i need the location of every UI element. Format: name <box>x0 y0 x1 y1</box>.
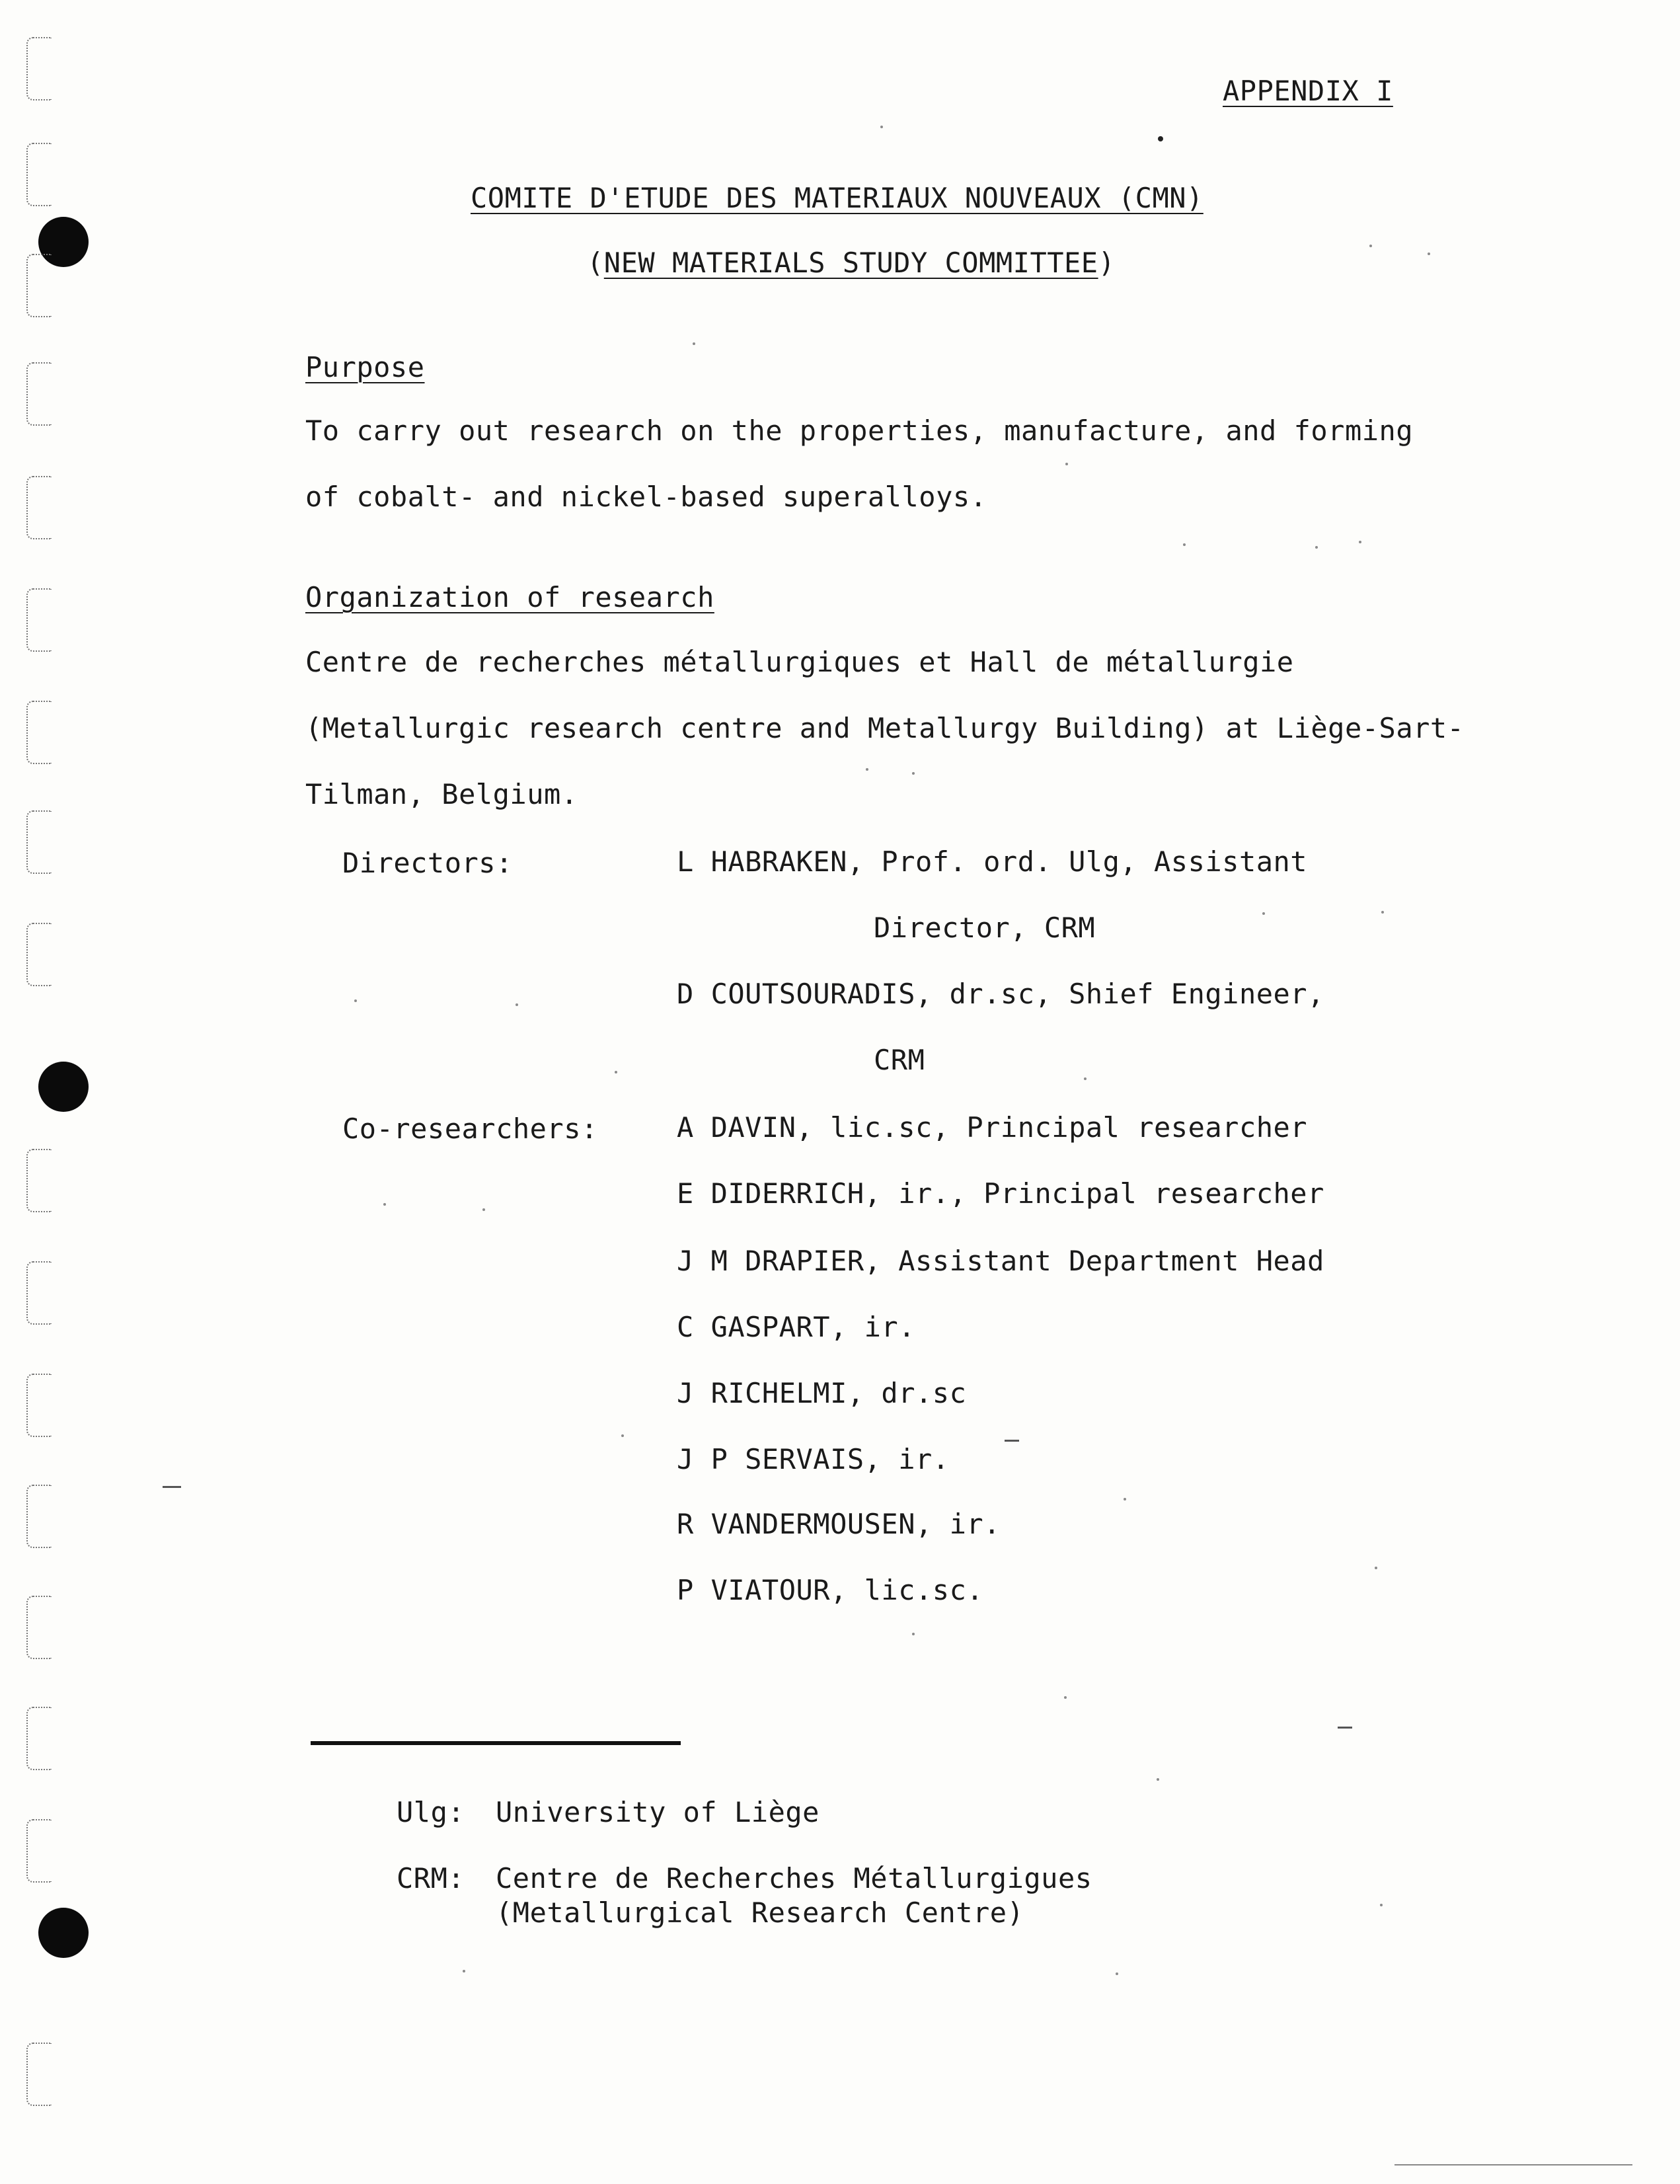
margin-mark <box>26 362 52 426</box>
margin-mark <box>26 588 52 652</box>
scan-speck <box>866 768 868 771</box>
scan-mark <box>163 1486 181 1488</box>
coresearchers-label: Co-researchers: <box>342 1112 598 1145</box>
directors-label: Directors: <box>342 847 513 879</box>
organization-line: (Metallurgic research centre and Metallurgy Building) at Liège-Sart- <box>305 712 1465 744</box>
margin-mark <box>26 810 52 874</box>
scan-speck <box>693 342 695 345</box>
director-entry-continued: CRM <box>874 1044 925 1076</box>
purpose-line: of cobalt- and nickel-based superalloys. <box>305 481 987 513</box>
scan-speck <box>880 126 883 128</box>
purpose-heading: Purpose <box>305 351 425 383</box>
coresearcher-name: J P SERVAIS, ir. <box>677 1443 950 1475</box>
scan-speck <box>482 1208 485 1211</box>
scan-speck <box>1375 1567 1377 1569</box>
title-open-paren: ( <box>587 247 604 279</box>
scan-speck <box>1124 1498 1126 1501</box>
scan-speck <box>1183 543 1186 546</box>
scan-speck <box>912 772 915 775</box>
coresearcher-name: A DAVIN, lic.sc, Principal researcher <box>677 1111 1308 1144</box>
coresearcher-name: R VANDERMOUSEN, ir. <box>677 1508 1001 1540</box>
coresearcher-name: P VIATOUR, lic.sc. <box>677 1574 984 1606</box>
scan-speck <box>1065 463 1068 465</box>
appendix-label: APPENDIX I <box>1223 75 1393 107</box>
footnote-key: Ulg: <box>397 1796 465 1828</box>
scan-speck <box>1157 1778 1159 1781</box>
margin-mark <box>26 476 52 539</box>
coresearcher-name: J M DRAPIER, Assistant Department Head <box>677 1245 1324 1277</box>
footnote-separator <box>311 1741 681 1745</box>
footnote-text: Centre de Recherches Métallurgigues <box>496 1862 1092 1894</box>
scan-mark <box>1005 1440 1019 1442</box>
scan-speck <box>354 999 357 1002</box>
title-english-text: NEW MATERIALS STUDY COMMITTEE <box>603 247 1098 279</box>
margin-mark <box>26 1819 52 1883</box>
margin-mark <box>26 143 52 206</box>
scan-speck <box>1428 253 1430 255</box>
footnote-text-continued: (Metallurgical Research Centre) <box>496 1896 1024 1929</box>
director-entry: L HABRAKEN, Prof. ord. Ulg, Assistant <box>677 845 1308 878</box>
scan-speck <box>463 1970 465 1972</box>
margin-mark <box>26 1149 52 1212</box>
scan-speck <box>1262 912 1265 915</box>
director-entry: D COUTSOURADIS, dr.sc, Shief Engineer, <box>677 978 1324 1010</box>
scan-speck <box>1369 245 1372 247</box>
scan-speck <box>1158 136 1163 141</box>
footnote-key: CRM: <box>397 1862 465 1894</box>
title-close-paren: ) <box>1098 247 1116 279</box>
margin-mark <box>26 1707 52 1770</box>
punch-hole <box>38 1908 89 1958</box>
scan-speck <box>1315 546 1318 549</box>
scan-mark <box>1394 2164 1632 2165</box>
purpose-line: To carry out research on the properties, manufacture, and forming <box>305 414 1414 447</box>
scan-speck <box>621 1434 624 1437</box>
margin-mark <box>26 1596 52 1659</box>
scan-mark <box>1338 1727 1352 1729</box>
margin-mark <box>26 2043 52 2106</box>
coresearcher-name: E DIDERRICH, ir., Principal researcher <box>677 1177 1324 1210</box>
margin-mark <box>26 1374 52 1437</box>
organization-line: Tilman, Belgium. <box>305 778 578 810</box>
scan-speck <box>1084 1077 1087 1080</box>
margin-mark <box>26 1261 52 1325</box>
punch-hole <box>38 1062 89 1112</box>
margin-mark <box>26 701 52 764</box>
coresearcher-name: C GASPART, ir. <box>677 1311 916 1343</box>
footnote-text: University of Liège <box>496 1796 820 1828</box>
committee-title-french: COMITE D'ETUDE DES MATERIAUX NOUVEAUX (CMN) <box>471 182 1203 214</box>
scan-speck <box>1380 1904 1383 1906</box>
committee-title-english <box>587 246 1115 280</box>
margin-mark <box>26 254 52 317</box>
coresearcher-name: J RICHELMI, dr.sc <box>677 1377 967 1409</box>
scan-speck <box>383 1203 386 1206</box>
scan-speck <box>615 1071 617 1073</box>
scan-speck <box>1064 1696 1067 1699</box>
scan-speck <box>1381 911 1384 914</box>
organization-heading: Organization of research <box>305 581 714 613</box>
margin-mark <box>26 1485 52 1548</box>
organization-line: Centre de recherches métallurgiques et Hall de métallurgie <box>305 646 1294 678</box>
director-entry-continued: Director, CRM <box>874 912 1096 944</box>
scan-speck <box>912 1633 915 1635</box>
scan-speck <box>1116 1972 1118 1975</box>
margin-mark <box>26 37 52 100</box>
scan-speck <box>515 1003 518 1006</box>
scan-speck <box>1359 541 1361 543</box>
margin-mark <box>26 923 52 986</box>
